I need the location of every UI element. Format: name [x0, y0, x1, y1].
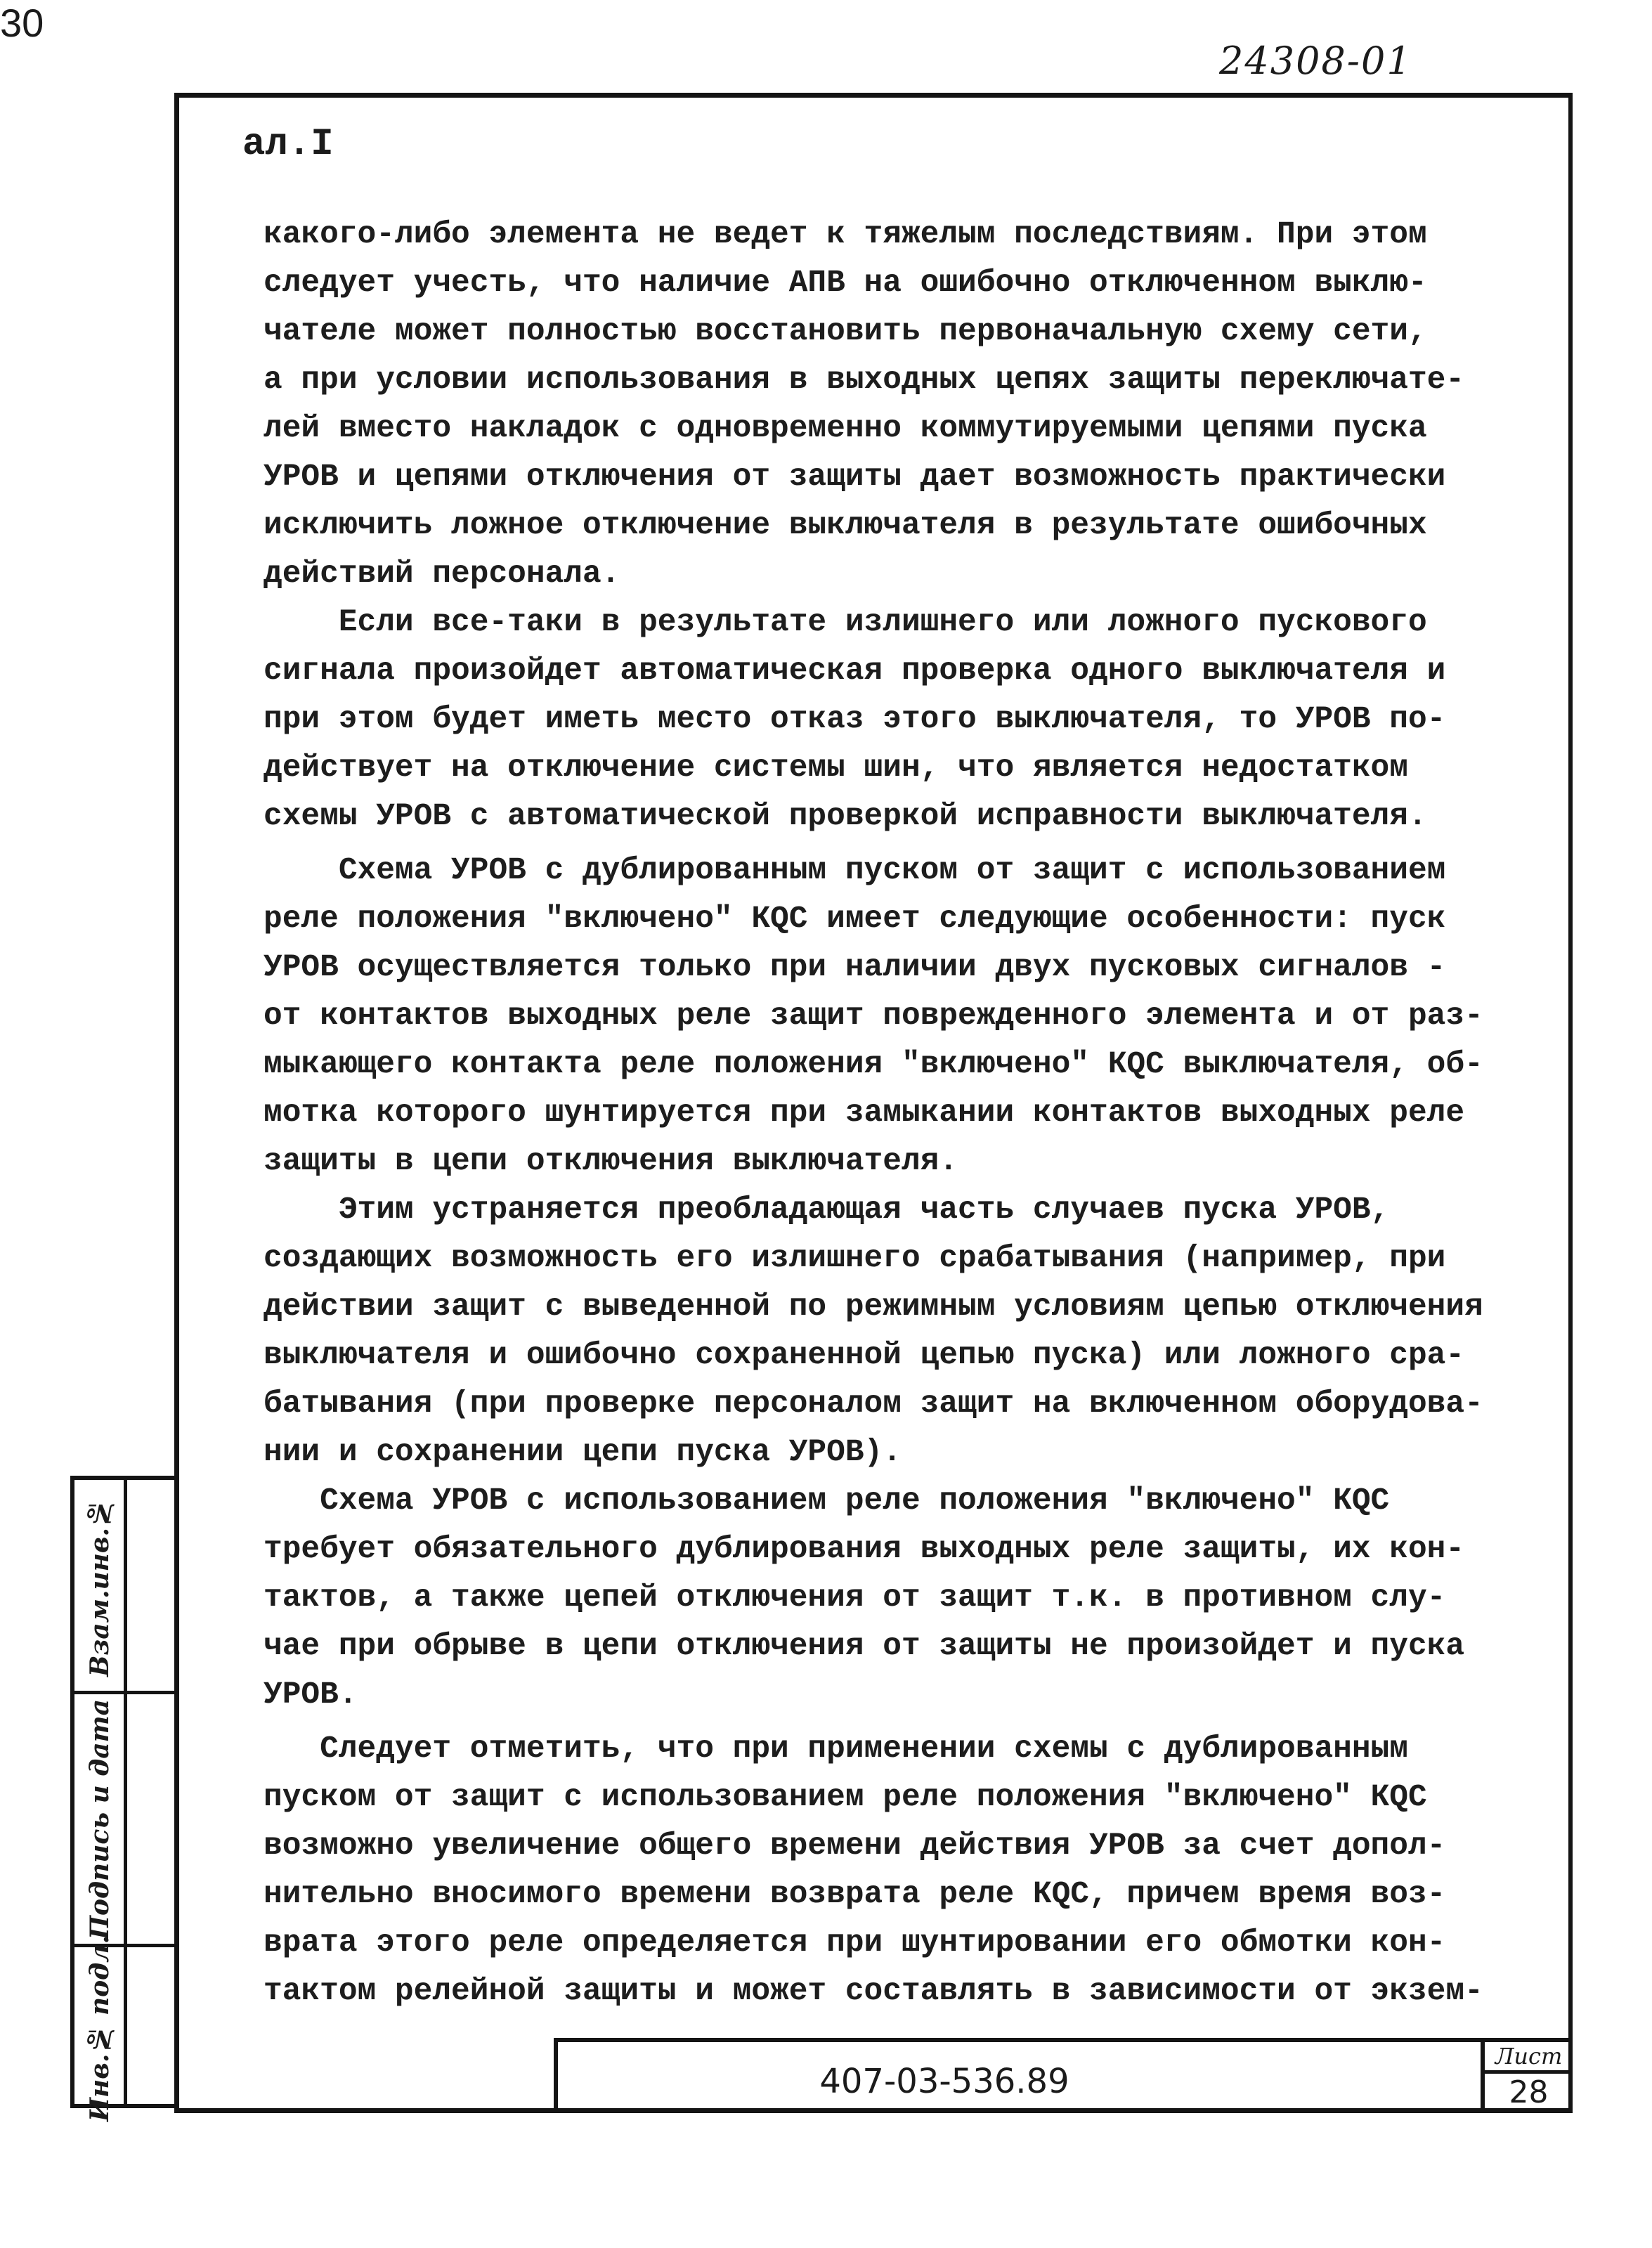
text-line: Следует отметить, что при применении схемы с дублированным [264, 1732, 1408, 1767]
text-line: выключателя и ошибочно сохраненной цепью пуска) или ложного сра- [264, 1338, 1465, 1373]
text-line: возможно увеличение общего времени действия УРОВ за счет допол- [264, 1828, 1446, 1864]
paragraph [264, 1725, 1549, 2016]
text-line: сигнала произойдет автоматическая проверка одного выключателя и [264, 654, 1446, 689]
text-line: чае при обрыве в цепи отключения от защиты не произойдет и пуска [264, 1629, 1465, 1664]
side-stamp [70, 1476, 174, 2122]
text-line: мотка которого шунтируется при замыкании контактов выходных реле [264, 1096, 1465, 1131]
page-number: 30 [0, 1, 44, 45]
text-line: Схема УРОВ с использованием реле положения "включено" КQС [264, 1483, 1390, 1519]
text-line: создающих возможность его излишнего срабатывания (например, при [264, 1241, 1446, 1276]
text-line: схемы УРОВ с автоматической проверкой исправности выключателя. [264, 799, 1427, 834]
sheet-number-label: Лист [1485, 2042, 1573, 2074]
text-line: а при условии использования в выходных цепях защиты переключате- [264, 363, 1465, 398]
paragraph [264, 847, 1549, 1186]
text-line: лей вместо накладок с одновременно коммутируемыми цепями пуска [264, 411, 1427, 446]
paragraph [264, 211, 1549, 599]
text-line: Этим устраняется преобладающая часть случаев пуска УРОВ, [264, 1193, 1390, 1228]
text-line: следует учесть, что наличие АПВ на ошибочно отключенном выклю- [264, 266, 1427, 301]
paragraph [264, 599, 1549, 841]
sheet-label: ал.I [242, 123, 334, 166]
text-line: Схема УРОВ с дублированным пуском от защит с использованием [264, 853, 1446, 888]
text-line: нительно вносимого времени возврата реле КQС, причем время воз- [264, 1877, 1446, 1912]
text-line: тактов, а также цепей отключения от защит т.к. в противном слу- [264, 1580, 1446, 1616]
text-line: Если все-таки в результате излишнего или ложного пускового [264, 605, 1427, 640]
paragraph [264, 1186, 1549, 1477]
document-code: 407-03-536.89 [819, 2062, 1069, 2101]
text-line: какого-либо элемента не ведет к тяжелым последствиям. При этом [264, 217, 1427, 252]
title-block [554, 2038, 1573, 2113]
text-line: исключить ложное отключение выключателя в результате ошибочных [264, 508, 1427, 543]
text-line: мыкающего контакта реле положения "включено" КQС выключателя, об- [264, 1047, 1483, 1082]
sheet-number-cell [1481, 2042, 1573, 2113]
side-stamp-label: Взам.инв.№ [85, 1497, 115, 1677]
text-line: тактом релейной защиты и может составлять в зависимости от экзем- [264, 1974, 1483, 2009]
text-line: батывания (при проверке персоналом защит на включенном оборудова- [264, 1386, 1483, 1422]
text-line: от контактов выходных реле защит поврежденного элемента и от раз- [264, 999, 1483, 1034]
text-line: чателе может полностью восстановить первоначальную схему сети, [264, 314, 1427, 349]
document-body [264, 211, 1549, 2016]
text-line: врата этого реле определяется при шунтировании его обмотки кон- [264, 1925, 1446, 1961]
archive-number: 24308-01 [1219, 39, 1412, 83]
text-line: требует обязательного дублирования выходных реле защиты, их кон- [264, 1532, 1465, 1567]
side-stamp-label: Подпись и дата [85, 1698, 115, 1940]
text-line: УРОВ. [264, 1677, 358, 1713]
text-line: УРОВ и цепями отключения от защиты дает возможность практически [264, 460, 1446, 495]
text-line: УРОВ осуществляется только при наличии двух пусковых сигналов - [264, 950, 1446, 985]
paragraph [264, 1477, 1549, 1720]
text-line: нии и сохранении цепи пуска УРОВ). [264, 1435, 902, 1470]
text-line: защиты в цепи отключения выключателя. [264, 1144, 958, 1179]
sheet-number: 28 [1509, 2074, 1549, 2110]
text-line: действий персонала. [264, 557, 620, 592]
text-line: действии защит с выведенной по режимным условиям цепью отключения [264, 1289, 1483, 1325]
text-line: пуском от защит с использованием реле положения "включено" КQС [264, 1780, 1427, 1815]
side-stamp-label: Инв.№ подл. [85, 1935, 115, 2122]
text-line: действует на отключение системы шин, что является недостатком [264, 751, 1408, 786]
text-line: при этом будет иметь место отказ этого выключателя, то УРОВ по- [264, 702, 1446, 737]
text-line: реле положения "включено" КQС имеет следующие особенности: пуск [264, 902, 1446, 937]
